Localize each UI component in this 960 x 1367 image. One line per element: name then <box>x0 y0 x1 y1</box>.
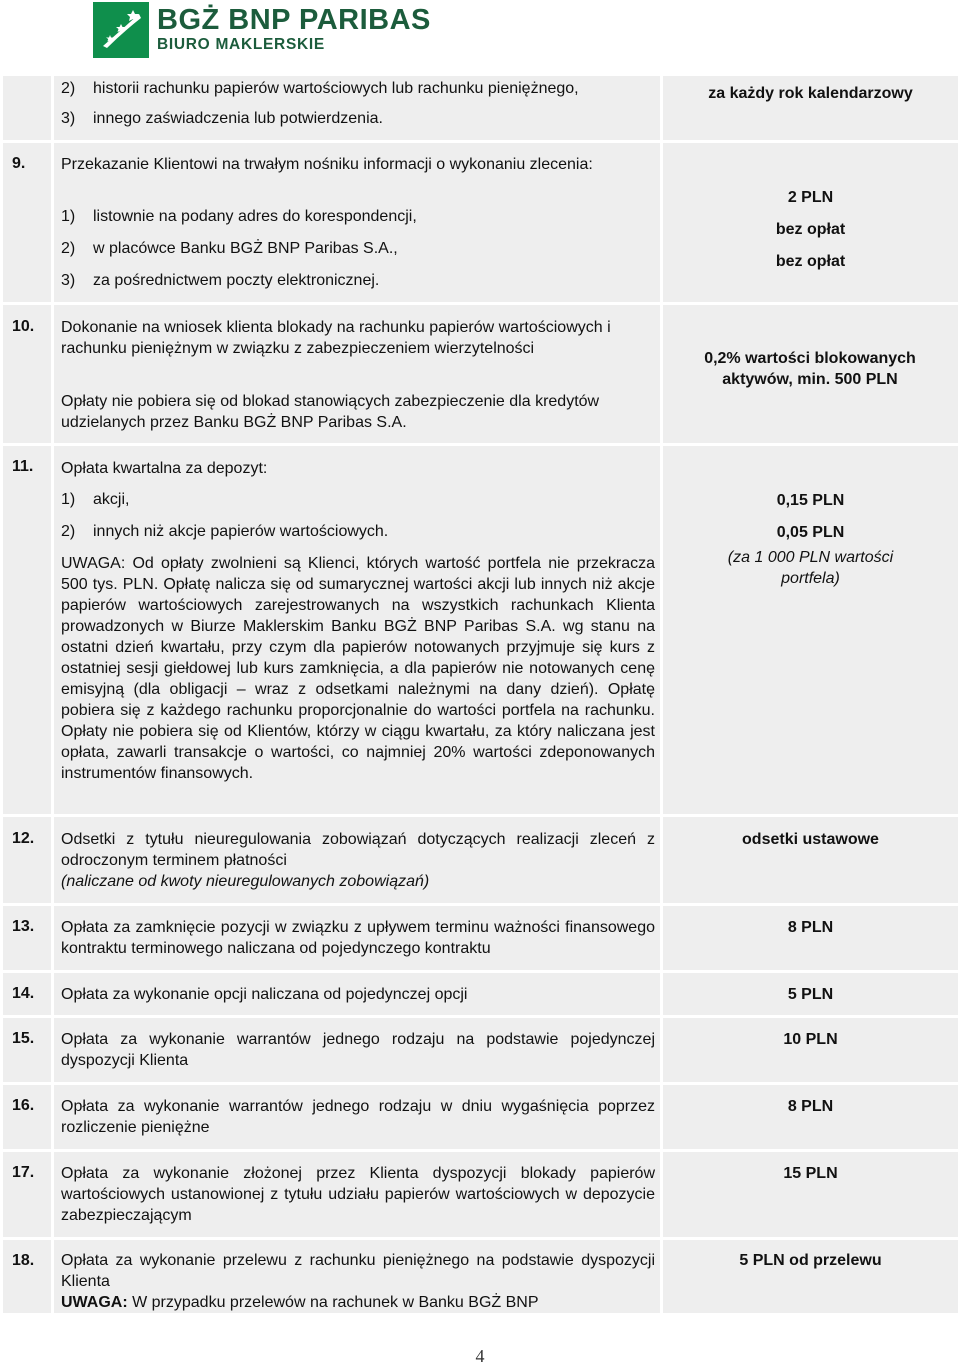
fee-value: bez opłat <box>775 221 846 238</box>
row-number: 15. <box>12 1030 35 1047</box>
row-number: 9. <box>12 155 26 172</box>
list-item: 3) za pośrednictwem poczty elektronicznej. <box>61 272 380 289</box>
table-row <box>0 817 960 903</box>
list-item: 1) akcji, <box>61 491 130 508</box>
table-row <box>0 446 960 814</box>
fee-value: 0,05 PLN <box>776 524 845 541</box>
fee-value: 15 PLN <box>783 1165 838 1182</box>
note-text: W przypadku przelewów na rachunek w Banku BGŻ BNP <box>132 1294 539 1311</box>
logo-subtitle: BIURO MAKLERSKIE <box>157 36 325 53</box>
fee-value: bez opłat <box>775 253 846 270</box>
table-row <box>0 1018 960 1082</box>
fee-value: 0,15 PLN <box>776 492 845 509</box>
row-description: Opłata za wykonanie opcji naliczana od pojedynczej opcji <box>61 986 468 1003</box>
row-number: 12. <box>12 830 35 847</box>
row-number: 10. <box>12 318 35 335</box>
fee-value: 8 PLN <box>787 919 834 936</box>
list-item: 3) innego zaświadczenia lub potwierdzenia. <box>61 110 383 127</box>
row-number: 18. <box>12 1252 35 1269</box>
table-row <box>0 1085 960 1149</box>
fee-value: 10 PLN <box>783 1031 838 1048</box>
fee-value: 2 PLN <box>787 189 834 206</box>
row-number: 17. <box>12 1164 35 1181</box>
row-note: Opłaty nie pobiera się od blokad stanowiących zabezpieczenie dla kredytów udzielanych przez Banku BGŻ BNP Paribas S.A. <box>61 393 600 431</box>
list-item: 2) innych niż akcje papierów wartościowych. <box>61 523 389 540</box>
table-row <box>0 1240 960 1313</box>
fee-value-note: (za 1 000 PLN wartości portfela) <box>727 549 894 587</box>
row-description: Dokonanie na wniosek klienta blokady na rachunku papierów wartościowych i rachunku pieniężnym w związku z zabezpieczeniem wierzytelności <box>61 319 611 357</box>
bank-logo <box>93 2 493 60</box>
fee-value: 8 PLN <box>787 1098 834 1115</box>
table-row <box>0 143 960 302</box>
logo-title: BGŻ BNP PARIBAS <box>157 4 431 36</box>
row-note <box>61 1292 539 1313</box>
note-label: UWAGA: <box>61 1294 128 1311</box>
row-description: Opłata za wykonanie warrantów jednego rodzaju na podstawie pojedynczej dyspozycji Klienta <box>61 1031 655 1069</box>
row-description: Opłata za wykonanie złożonej przez Klienta dyspozycji blokady papierów wartościowych ustanowionej z tytułu udziału papierów wartościowych w depozycie zabezpieczającym <box>61 1165 655 1224</box>
table-row <box>0 1152 960 1237</box>
row-description: Opłata za wykonanie warrantów jednego rodzaju w dniu wygaśnięcia poprzez rozliczenie pieniężne <box>61 1098 655 1136</box>
row-description: Opłata za zamknięcie pozycji w związku z upływem terminu ważności finansowego kontraktu terminowego naliczana od pojedynczego kontraktu <box>61 919 655 957</box>
row-number: 13. <box>12 918 35 935</box>
fee-value: 5 PLN <box>787 986 834 1003</box>
row-number: 16. <box>12 1097 35 1114</box>
table-row <box>0 906 960 970</box>
table-row <box>0 973 960 1015</box>
fee-value: odsetki ustawowe <box>742 831 879 848</box>
row-description: Opłata kwartalna za depozyt: <box>61 460 268 477</box>
fee-value: 0,2% wartości blokowanych aktywów, min. 500 PLN <box>704 350 916 388</box>
page-number: 4 <box>475 1346 485 1366</box>
table-row <box>0 76 960 140</box>
fee-value: za każdy rok kalendarzowy <box>708 85 913 102</box>
row-note: (naliczane od kwoty nieuregulowanych zobowiązań) <box>61 873 430 890</box>
row-description: Odsetki z tytułu nieuregulowania zobowiązań dotyczących realizacji zleceń z odroczonym terminem płatności <box>61 831 655 869</box>
stars-logo-icon <box>93 2 149 58</box>
table-row <box>0 305 960 443</box>
list-item: 2) w placówce Banku BGŻ BNP Paribas S.A., <box>61 240 398 257</box>
row-description: Przekazanie Klientowi na trwałym nośniku informacji o wykonaniu zlecenia: <box>61 156 593 173</box>
fee-value: 5 PLN od przelewu <box>739 1252 882 1269</box>
row-description: Opłata za wykonanie przelewu z rachunku pieniężnego na podstawie dyspozycji Klienta <box>61 1252 655 1290</box>
list-item: 1) listownie na podany adres do korespondencji, <box>61 208 417 225</box>
row-number: 11. <box>12 458 34 475</box>
list-item: 2) historii rachunku papierów wartościowych lub rachunku pieniężnego, <box>61 80 579 97</box>
row-number: 14. <box>12 985 35 1002</box>
row-note: UWAGA: Od opłaty zwolnieni są Klienci, których wartość portfela nie przekracza 500 tys. PLN. Opłatę nalicza się od sumarycznej wartości akcji lub innych niż akcje papierów wartościowych zarejestrowanych na wszystkich rachunkach Klienta prowadzonych w Biurze Maklerskim Banku BGŻ BNP Paribas S.A. wg stanu na ostatni dzień kwartału, przy czym dla papierów notowanych przyjmuje się kurs z ostatniej sesji giełdowej lub kurs zamknięcia, a dla papierów nie notowanych cenę emisyjną (dla obligacji – wraz z odsetkami należnymi na dany dzień). Opłatę pobiera się z każdego rachunku proporcjonalnie do wartości portfela na rachunku. Opłaty nie pobiera się od Klientów, którzy w ciągu kwartału, za który naliczana jest opłata, zawarli transakcje o wartości, co najmniej 20% wartości zdeponowanych instrumentów finansowych. <box>61 555 655 782</box>
